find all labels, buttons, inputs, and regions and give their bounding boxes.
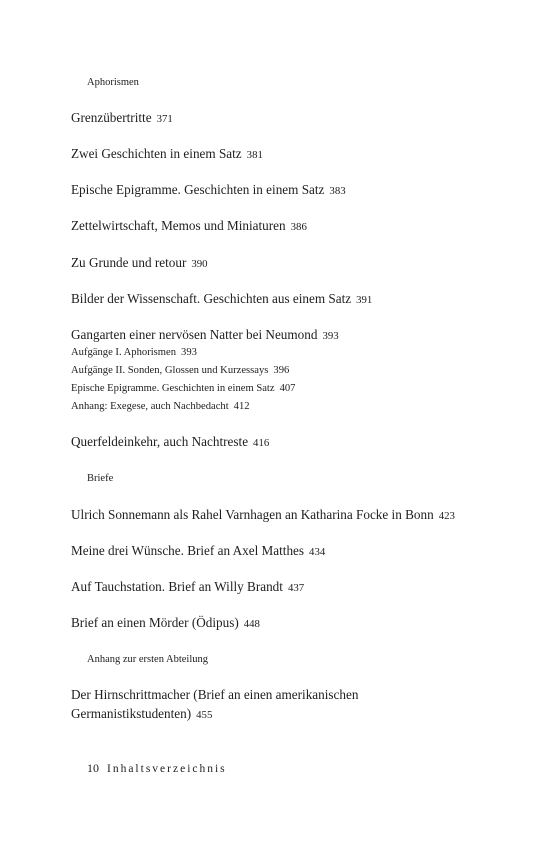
toc-entry-page: 383: [329, 185, 346, 197]
toc-entry-title: Brief an einen Mörder (Ödipus): [71, 615, 239, 630]
toc-subentry-title: Aufgänge I. Aphorismen: [71, 347, 177, 358]
toc-entry-page: 391: [356, 294, 373, 306]
toc-subentry-title: Aufgänge II. Sonden, Glossen und Kurzessays: [71, 365, 269, 376]
toc-entry-page: 448: [243, 618, 260, 630]
running-head: Inhaltsverzeichnis: [107, 763, 227, 775]
toc-entry-title: Zettelwirtschaft, Memos und Miniaturen: [71, 218, 286, 233]
toc-entry-title: Gangarten einer nervösen Natter bei Neumond: [71, 327, 318, 342]
toc-entry: [71, 182, 346, 198]
toc-entry: [71, 543, 325, 559]
toc-subentry: [71, 383, 295, 394]
toc-entry-page: 386: [290, 221, 307, 233]
toc-entry-title: Zwei Geschichten in einem Satz: [71, 146, 242, 161]
toc-entry: [71, 615, 260, 631]
toc-entry: [71, 507, 455, 523]
toc-subentry: [71, 347, 197, 358]
section-heading-briefe: Briefe: [87, 473, 114, 484]
toc-entry: [71, 579, 304, 595]
toc-subentry: [71, 401, 250, 412]
toc-entry: [71, 291, 372, 307]
toc-subentry-page: 393: [181, 347, 197, 358]
toc-entry-title: Zu Grunde und retour: [71, 255, 187, 270]
toc-entry-title: Auf Tauchstation. Brief an Willy Brandt: [71, 579, 283, 594]
toc-subentry-title: Anhang: Exegese, auch Nachbedacht: [71, 401, 229, 412]
toc-entry-title: Epische Epigramme. Geschichten in einem Satz: [71, 182, 325, 197]
toc-entry: [71, 327, 339, 343]
section-heading-aphorismen: Aphorismen: [87, 77, 139, 88]
toc-entry-title: Grenzübertritte: [71, 110, 152, 125]
toc-entry-title: Ulrich Sonnemann als Rahel Varnhagen an Katharina Focke in Bonn: [71, 507, 434, 522]
page-footer: [87, 761, 227, 776]
toc-entry-page: 416: [253, 437, 270, 449]
toc-entry: [71, 255, 208, 271]
toc-entry: [71, 434, 269, 450]
toc-entry-page: 455: [196, 709, 213, 721]
toc-entry-title: Der Hirnschrittmacher (Brief an einen amerikanischen: [71, 687, 359, 702]
toc-entry-page: 371: [156, 113, 173, 125]
toc-subentry-title: Epische Epigramme. Geschichten in einem Satz: [71, 383, 275, 394]
toc-entry-page: 437: [287, 582, 305, 594]
toc-entry-page: 423: [438, 510, 455, 522]
toc-entry-title: Bilder der Wissenschaft. Geschichten aus einem Satz: [71, 291, 352, 306]
section-heading-anhang: Anhang zur ersten Abteilung: [87, 654, 209, 665]
toc-entry-page: 434: [309, 546, 326, 558]
toc-entry: [71, 110, 173, 126]
toc-entry-title: Germanistikstudenten): [71, 706, 192, 721]
toc-entry-line1: [71, 687, 358, 703]
toc-entry-line2: [71, 706, 212, 722]
toc-entry: [71, 146, 263, 162]
toc-entry: [71, 218, 307, 234]
toc-entry-title: Querfeldeinkehr, auch Nachtreste: [71, 434, 249, 449]
toc-subentry-page: 407: [279, 383, 296, 394]
toc-entry-page: 393: [322, 330, 339, 342]
toc-subentry: [71, 365, 289, 376]
toc-entry-page: 390: [191, 258, 208, 270]
toc-entry-page: 381: [246, 149, 263, 161]
page-number: 10: [87, 761, 99, 775]
toc-subentry-page: 412: [233, 401, 250, 412]
toc-entry-title: Meine drei Wünsche. Brief an Axel Matthes: [71, 543, 305, 558]
toc-subentry-page: 396: [273, 365, 290, 376]
